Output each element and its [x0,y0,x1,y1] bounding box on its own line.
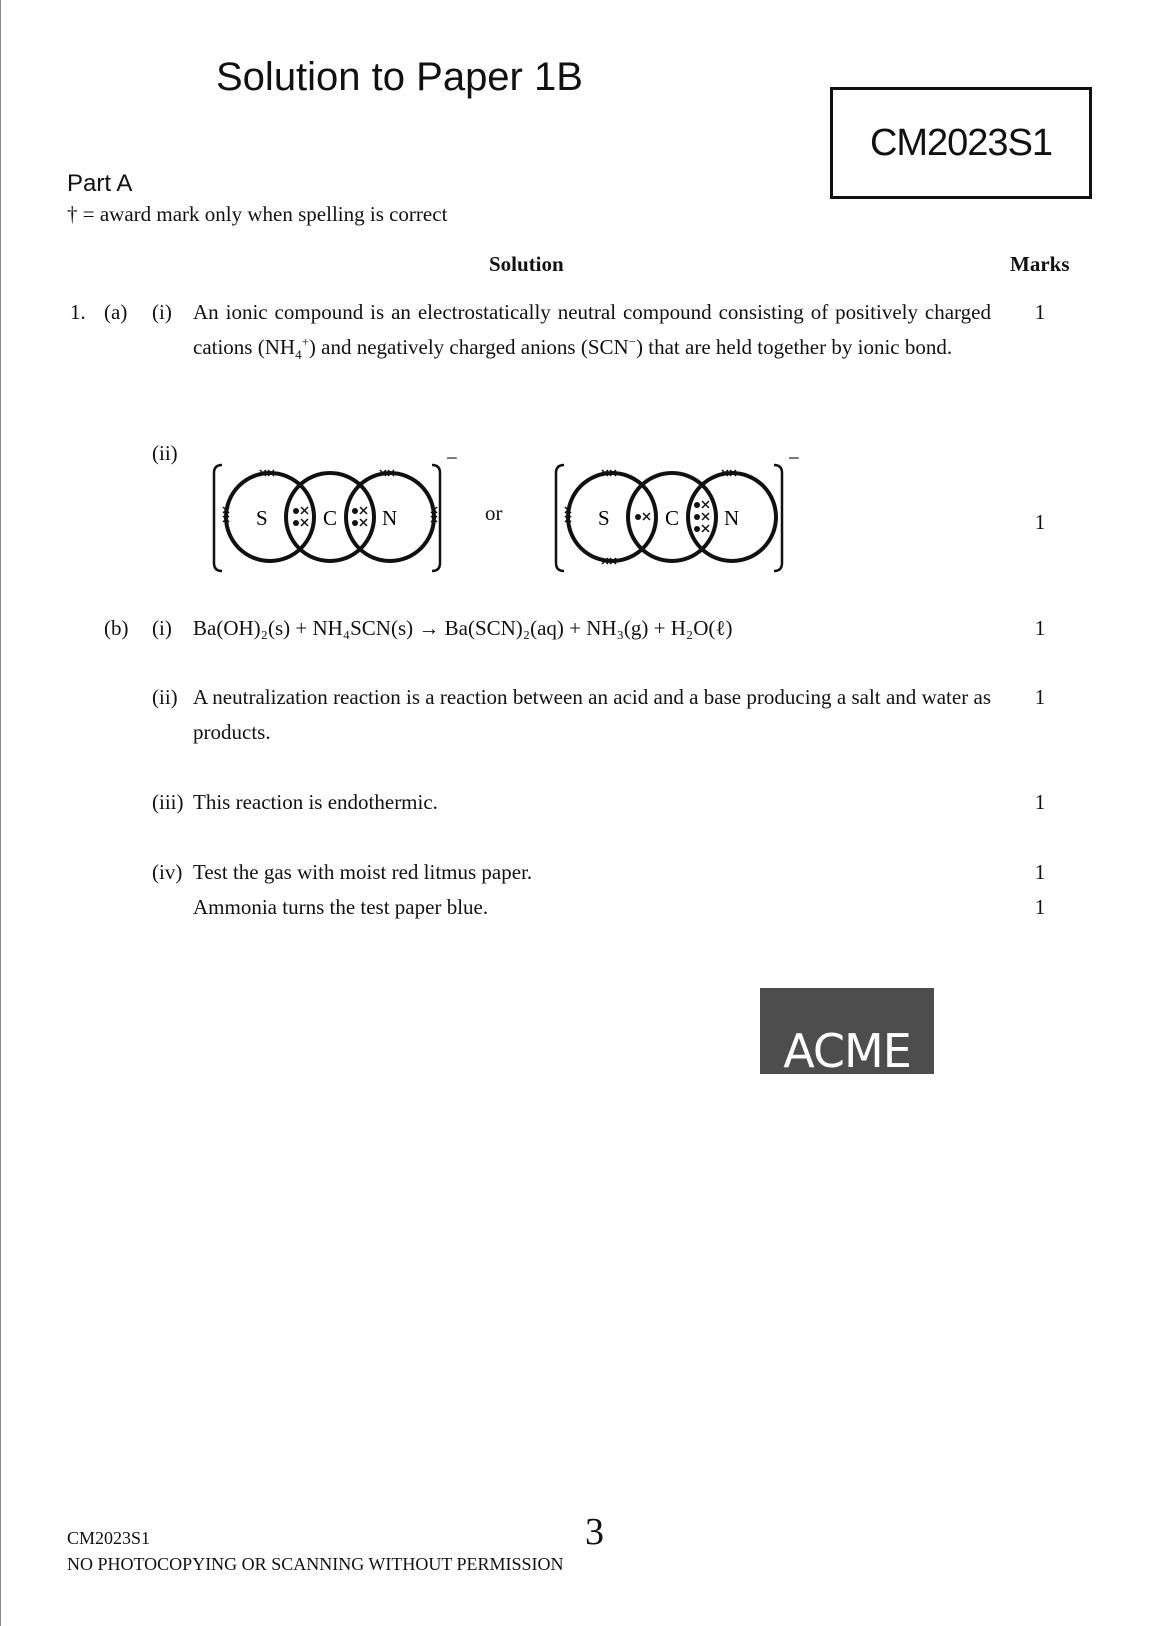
mark-value: 1 [1034,860,1046,884]
subpart-label: (iii) [152,790,184,814]
solution-column-header: Solution [489,252,564,276]
chemical-equation: Ba(OH)₂(s) + NH₄SCN(s) → Ba(SCN)₂(aq) + NH₃(g) + H₂O(ℓ) [193,616,733,640]
superscript: + [301,334,309,349]
subscript: 4 [295,347,302,363]
atom-label-c: C [323,506,338,530]
footer-notice: NO PHOTOCOPYING OR SCANNING WITHOUT PERMISSION [67,1554,564,1574]
part-heading: Part A [67,170,133,197]
subpart-label: (i) [152,300,172,324]
atom-label-s: S [256,506,268,530]
answer-text: A neutralization reaction is a reaction between an acid and a base producing a salt and water as products. [193,685,991,744]
mark-value: 1 [1034,685,1046,709]
mark-value: 1 [1034,790,1046,814]
answer-text-part: ) and negatively charged anions (SCN [308,335,629,359]
mark-value: 1 [1034,895,1046,919]
or-separator: or [485,501,503,525]
answer-text-part: An ionic compound is an electrostatically neutral compound consisting of positively charged cations (NH [193,300,991,359]
charge-sign: − [788,455,800,470]
answer-text: This reaction is endothermic. [193,790,438,814]
part-a-label: (a) [104,300,128,324]
spelling-note: † = award mark only when spelling is correct [67,202,448,226]
part-b-label: (b) [104,616,129,640]
footer-code: CM2023S1 [67,1528,151,1548]
page-edge [0,0,1,1626]
scn-diagram-1 [214,455,458,571]
mark-value: 1 [1034,510,1046,534]
atom-label-s: S [598,506,610,530]
answer-text: Test the gas with moist red litmus paper. [193,860,533,884]
atom-label-n: N [724,506,740,530]
left-bracket [556,465,564,571]
paper-code-box: CM2023S1 [830,87,1092,199]
answer-text: Ammonia turns the test paper blue. [193,895,489,919]
scn-diagram-2 [556,455,800,571]
page-number: 3 [585,1511,604,1553]
subpart-label: (iv) [152,860,183,884]
marks-column-header: Marks [1010,252,1070,276]
subpart-label: (ii) [152,441,178,465]
subpart-label: (i) [152,616,172,640]
page-title: Solution to Paper 1B [216,55,583,99]
question-number: 1. [70,300,86,324]
atom-label-n: N [382,506,398,530]
electron-crosses [565,470,736,564]
answer-text-part: ) that are held together by ionic bond. [636,335,953,359]
mark-value: 1 [1034,616,1046,640]
mark-value: 1 [1034,300,1046,324]
superscript: − [628,334,637,349]
acme-logo: ACME [760,988,934,1074]
charge-sign: − [446,455,458,470]
atom-label-c: C [665,506,680,530]
subpart-label: (ii) [152,685,178,709]
left-bracket [214,465,222,571]
answer-text [193,295,991,365]
